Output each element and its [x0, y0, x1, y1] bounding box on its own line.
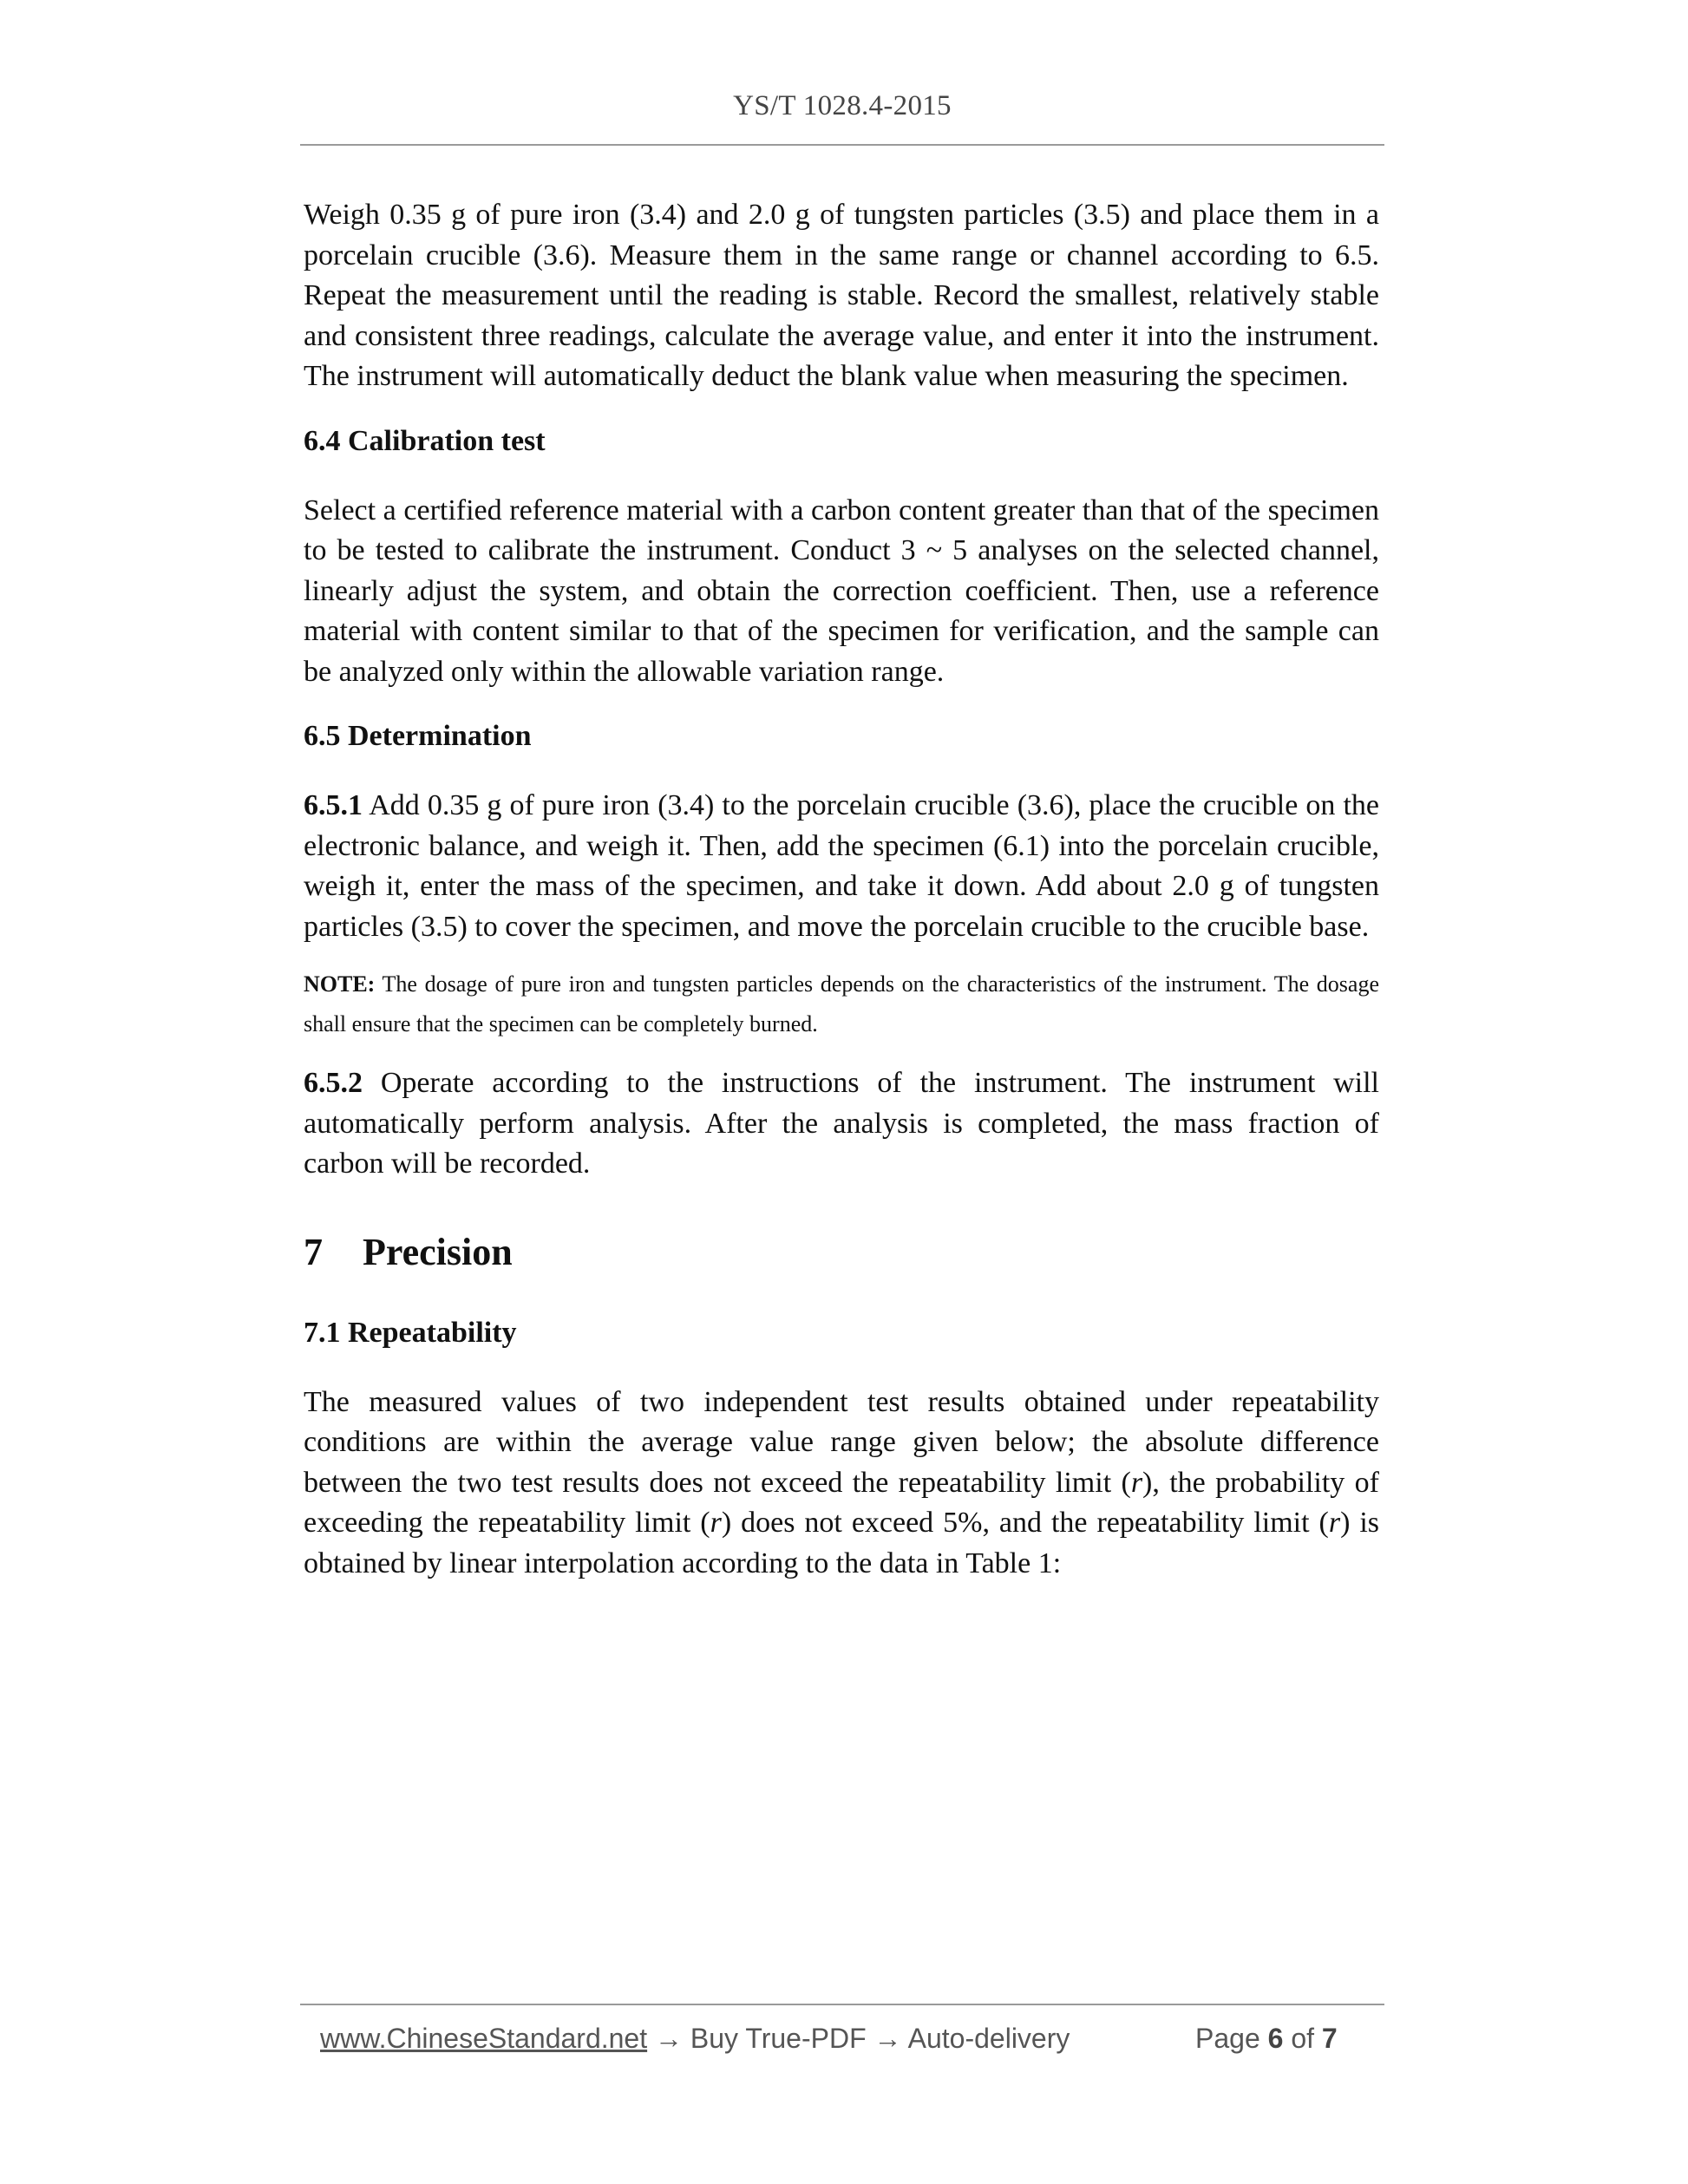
symbol-r: r: [1130, 1466, 1143, 1499]
clause-number-6-5-2: 6.5.2: [304, 1067, 363, 1099]
paragraph-intro: Weigh 0.35 g of pure iron (3.4) and 2.0 g of tungsten particles (3.5) and place them in a porcelain crucible (3.6). Measure them in the same range or channel according to 6.5. Repeat the measurement until the reading is stable. Record the smallest, relatively stable and consistent three readings, calculate the average value, and enter it into the instrument. The instrument will automatically deduct the blank value when measuring the specimen.: [304, 199, 1379, 392]
footer-delivery-text: Auto-delivery: [907, 2023, 1070, 2054]
heading-6-4: 6.4 Calibration test: [304, 424, 546, 457]
page-label: Page: [1195, 2023, 1260, 2054]
footer-rule: [300, 2004, 1384, 2005]
text-segment: The measured values of two independent test results obtained under repeatability conditions are within the average value range given below; the absolute difference between the two test results does not exceed the repeatability limit (: [304, 1385, 1379, 1499]
section-title-7: Precision: [363, 1230, 513, 1273]
symbol-r: r: [1328, 1507, 1341, 1539]
text-segment: ), the probability of exceeding the repeatability limit (: [304, 1466, 1379, 1539]
page-total: 7: [1321, 2023, 1338, 2054]
header-standard-number: YS/T 1028.4-2015: [733, 90, 952, 121]
clause-number-6-5-1: 6.5.1: [304, 789, 363, 821]
footer-links: [320, 2023, 1070, 2055]
note-label: NOTE:: [304, 971, 376, 997]
heading-7-1: 7.1 Repeatability: [304, 1316, 517, 1349]
note-text: The dosage of pure iron and tungsten particles depends on the characteristics of the instrument. The dosage shall ensure that the specimen can be completely burned.: [304, 971, 1379, 1036]
footer-buy-text: Buy True-PDF: [690, 2023, 867, 2054]
paragraph-7-1: [304, 1383, 1379, 1585]
page-number: 6: [1267, 2023, 1284, 2054]
section-number-7: 7: [304, 1230, 323, 1273]
header-rule: [300, 144, 1384, 146]
arrow-right-icon: →: [873, 2023, 902, 2054]
clause-text-6-5-2: Operate according to the instructions of the instrument. The instrument will automatically perform analysis. After the analysis is completed, the mass fraction of carbon will be recorded.: [304, 1067, 1380, 1180]
section-heading-7: [304, 1228, 1379, 1277]
paragraph-6-4: Select a certified reference material with a carbon content greater than that of the specimen to be tested to calibrate the instrument. Conduct 3 ~ 5 analyses on the selected channel, linearly adjust the system, and obtain the correction coefficient. Then, use a reference material with content similar to that of the specimen for verification, and the sample can be analyzed only within the allowable variation range.: [304, 494, 1379, 688]
footer-site-link[interactable]: www.ChineseStandard.net: [320, 2023, 648, 2054]
heading-6-5: 6.5 Determination: [304, 720, 532, 752]
paragraph-6-5-2: [304, 1063, 1379, 1185]
page-indicator: [1195, 2023, 1338, 2055]
symbol-r: r: [710, 1507, 722, 1539]
paragraph-6-5-1: [304, 786, 1379, 947]
arrow-right-icon: →: [655, 2023, 683, 2054]
text-segment: ) is obtained by linear interpolation according to the data in Table 1:: [304, 1507, 1380, 1579]
clause-text-6-5-1: Add 0.35 g of pure iron (3.4) to the porcelain crucible (3.6), place the crucible on the electronic balance, and weigh it. Then, add the specimen (6.1) into the porcelain crucible, weigh it, enter the mass of the specimen, and take it down. Add about 2.0 g of tungsten particles (3.5) to cover the specimen, and move the porcelain crucible to the crucible base.: [304, 789, 1379, 943]
of-label: of: [1291, 2023, 1314, 2054]
page-content: [304, 195, 1379, 1584]
note-paragraph: [304, 964, 1379, 1044]
text-segment: ) does not exceed 5%, and the repeatability limit (: [721, 1507, 1329, 1539]
